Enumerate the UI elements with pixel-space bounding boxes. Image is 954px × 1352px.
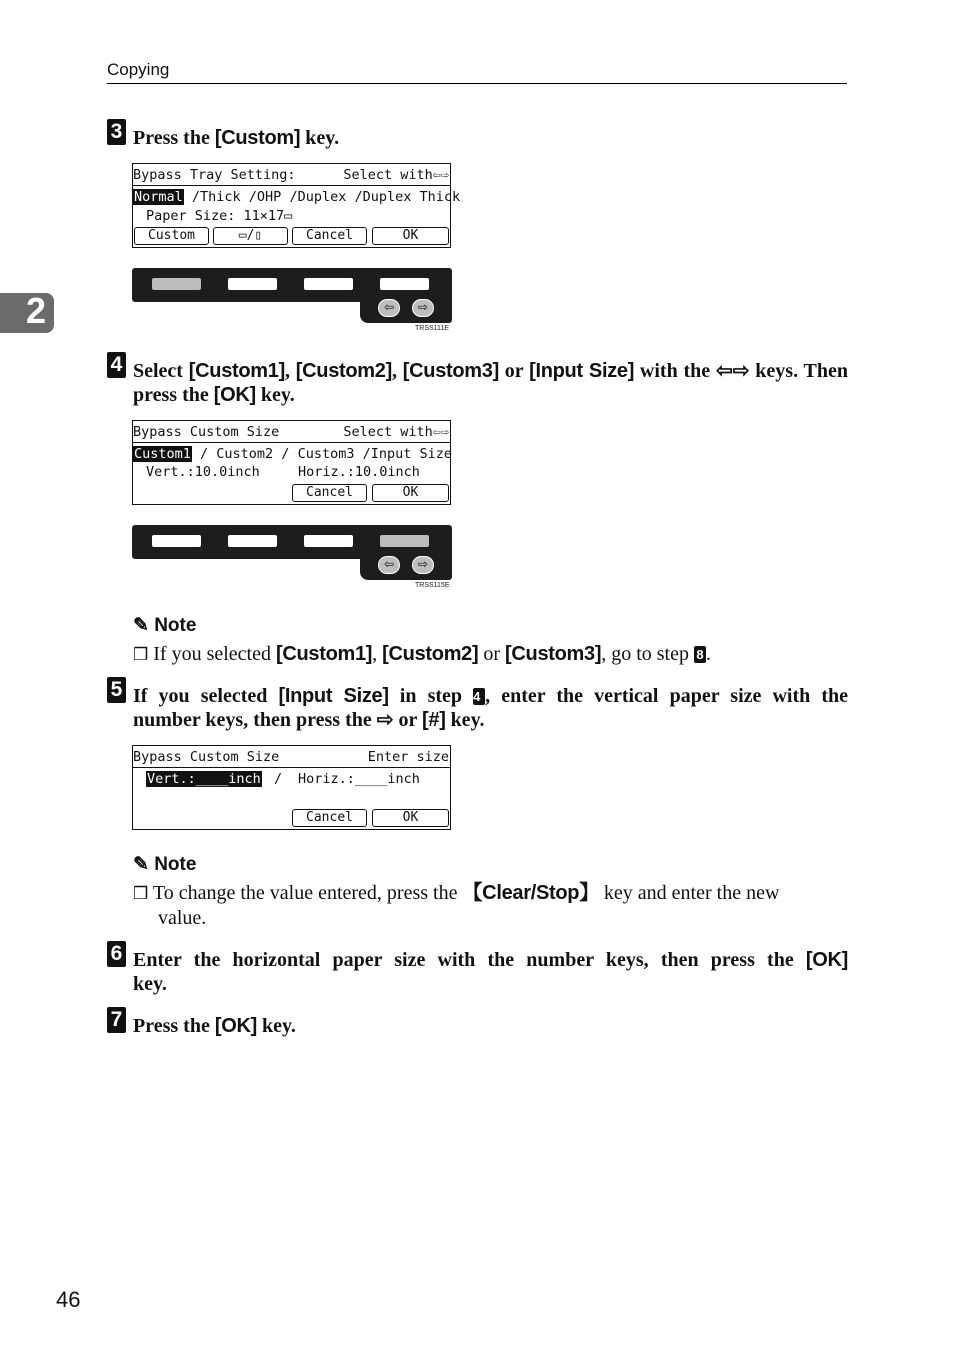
ok-softkey[interactable]: OK — [372, 809, 449, 827]
lcd-hint: Enter size — [367, 749, 449, 765]
text: , — [284, 360, 296, 382]
step-4-text — [133, 359, 848, 407]
step-number: 7 — [107, 1007, 126, 1033]
text: in step — [388, 685, 474, 707]
lcd-title: Bypass Custom Size — [133, 424, 280, 440]
page-number: 46 — [56, 1287, 81, 1312]
key-label: [Custom3] — [402, 360, 499, 382]
lcd-divider — [133, 767, 450, 768]
lcd-hint: Select with⇦⇨ — [343, 167, 449, 183]
step-3-text — [133, 126, 339, 150]
selection-key-1[interactable] — [152, 535, 201, 547]
lcd-title: Bypass Tray Setting: — [133, 167, 296, 183]
right-arrow-icon[interactable]: ⇨ — [412, 299, 434, 317]
arrow-keys-icon: ⇦⇨ — [715, 360, 750, 382]
step-5-text — [133, 684, 848, 732]
key-label: 【Clear/Stop】 — [462, 882, 599, 904]
vert-input-field[interactable]: Vert.:____inch — [147, 771, 261, 787]
key-label: [OK] — [805, 949, 848, 971]
lcd-divider — [133, 442, 450, 443]
key-label: [#] — [422, 709, 446, 731]
step-6-text — [133, 948, 848, 996]
ok-softkey[interactable]: OK — [372, 227, 449, 245]
text: To change the value entered, press the — [152, 882, 463, 904]
text: key and enter the new — [598, 882, 780, 904]
options-text: /Thick /OHP /Duplex /Duplex Thick — [183, 189, 461, 205]
selection-key-2[interactable] — [228, 278, 277, 290]
pencil-icon: ✎ — [133, 615, 149, 636]
lcd-screen-bypass-tray — [132, 163, 461, 248]
step-ref: 8 — [694, 646, 706, 663]
arrow-key-panel — [360, 553, 452, 580]
text: or — [393, 709, 423, 731]
key-label: [Custom] — [214, 127, 301, 149]
chapter-number: 2 — [25, 290, 46, 331]
text: or — [478, 643, 506, 665]
text: value. — [158, 907, 207, 929]
text: press the — [133, 384, 214, 406]
lcd-vert-input — [146, 771, 262, 787]
lcd-divider — [133, 185, 450, 186]
text: , — [391, 360, 403, 382]
key-label: [Custom2] — [382, 643, 479, 665]
pencil-icon: ✎ — [133, 854, 149, 875]
lcd-paper-size: Paper Size: 11×17▭ — [146, 208, 293, 224]
text: Press the — [133, 1015, 215, 1037]
text: or — [498, 360, 530, 382]
note-heading — [133, 614, 196, 637]
selected-option[interactable]: Normal — [134, 189, 183, 205]
key-label: [OK] — [213, 384, 256, 406]
lcd-title: Bypass Custom Size — [133, 749, 280, 765]
ok-softkey[interactable]: OK — [372, 484, 449, 502]
selection-key-1[interactable] — [152, 278, 201, 290]
text: key. — [255, 384, 295, 406]
left-arrow-icon[interactable]: ⇦ — [378, 556, 400, 574]
text: , go to step — [601, 643, 694, 665]
text: key. — [256, 1015, 296, 1037]
text: . — [706, 643, 711, 665]
cancel-softkey[interactable]: Cancel — [292, 809, 367, 827]
text: key. — [300, 127, 340, 149]
figure-code: TRSS111E — [415, 325, 449, 332]
step-number: 3 — [107, 119, 126, 145]
lcd-horiz-value: Horiz.:10.0inch — [298, 464, 420, 480]
note-label: Note — [154, 854, 197, 875]
selection-key-2[interactable] — [228, 535, 277, 547]
key-label: [Input Size] — [278, 685, 389, 707]
lcd-screen-custom-size — [132, 420, 451, 505]
checkbox-bullet-icon: ❒ — [133, 884, 149, 903]
text: number keys, then press the — [133, 709, 377, 731]
selection-key-4[interactable] — [380, 278, 429, 290]
cancel-softkey[interactable]: Cancel — [292, 227, 367, 245]
cancel-softkey[interactable]: Cancel — [292, 484, 367, 502]
step-number: 4 — [107, 352, 126, 378]
lcd-options — [133, 189, 460, 205]
figure-code: TRSS115E — [415, 582, 450, 589]
custom-softkey[interactable]: Custom — [134, 227, 209, 245]
note-label: Note — [154, 615, 197, 636]
text: If you selected — [133, 685, 279, 707]
horiz-input-field[interactable]: Horiz.:____inch — [298, 771, 420, 787]
text: , — [372, 643, 383, 665]
key-label: [Input Size] — [529, 360, 635, 382]
step-7-text — [133, 1014, 296, 1038]
key-label: [Custom1] — [275, 643, 373, 665]
key-label: [Custom3] — [505, 643, 602, 665]
note-2-text — [133, 881, 848, 930]
step-number: 5 — [107, 677, 126, 703]
right-arrow-key-icon: ⇨ — [376, 709, 394, 731]
note-1-text — [133, 642, 848, 667]
text: Select — [133, 360, 189, 382]
selection-key-4[interactable] — [380, 535, 429, 547]
lcd-vert-value: Vert.:10.0inch — [146, 464, 260, 480]
text: If you selected — [153, 643, 276, 665]
header-rule — [107, 83, 847, 84]
text: , enter the vertical paper size with the — [485, 685, 849, 707]
text: key. — [133, 973, 167, 995]
lcd-screen-enter-size — [132, 745, 451, 830]
lcd-options — [133, 446, 452, 462]
step-ref: 4 — [473, 688, 485, 705]
right-arrow-icon[interactable]: ⇨ — [412, 556, 434, 574]
text: Enter the horizontal paper size with the number keys, then press the — [133, 949, 806, 971]
lcd-hint: Select with⇦⇨ — [343, 424, 449, 440]
text: keys. Then — [749, 360, 848, 382]
left-arrow-icon[interactable]: ⇦ — [378, 299, 400, 317]
text: with the — [634, 360, 716, 382]
key-label: [OK] — [214, 1015, 257, 1037]
step-number: 6 — [107, 941, 126, 967]
checkbox-bullet-icon: ❒ — [133, 645, 149, 664]
text: Press the — [133, 127, 215, 149]
lcd-separator: / — [274, 771, 283, 787]
options-text: / Custom2 / Custom3 /Input Size — [191, 446, 452, 462]
text: key. — [445, 709, 485, 731]
running-header: Copying — [107, 60, 170, 79]
selected-option[interactable]: Custom1 — [134, 446, 191, 462]
key-label: [Custom1] — [188, 360, 285, 382]
selection-key-3[interactable] — [304, 278, 353, 290]
note-heading — [133, 853, 196, 876]
orientation-softkey[interactable]: ▭/▯ — [213, 227, 288, 245]
key-label: [Custom2] — [295, 360, 392, 382]
selection-key-3[interactable] — [304, 535, 353, 547]
arrow-key-panel — [360, 296, 452, 323]
